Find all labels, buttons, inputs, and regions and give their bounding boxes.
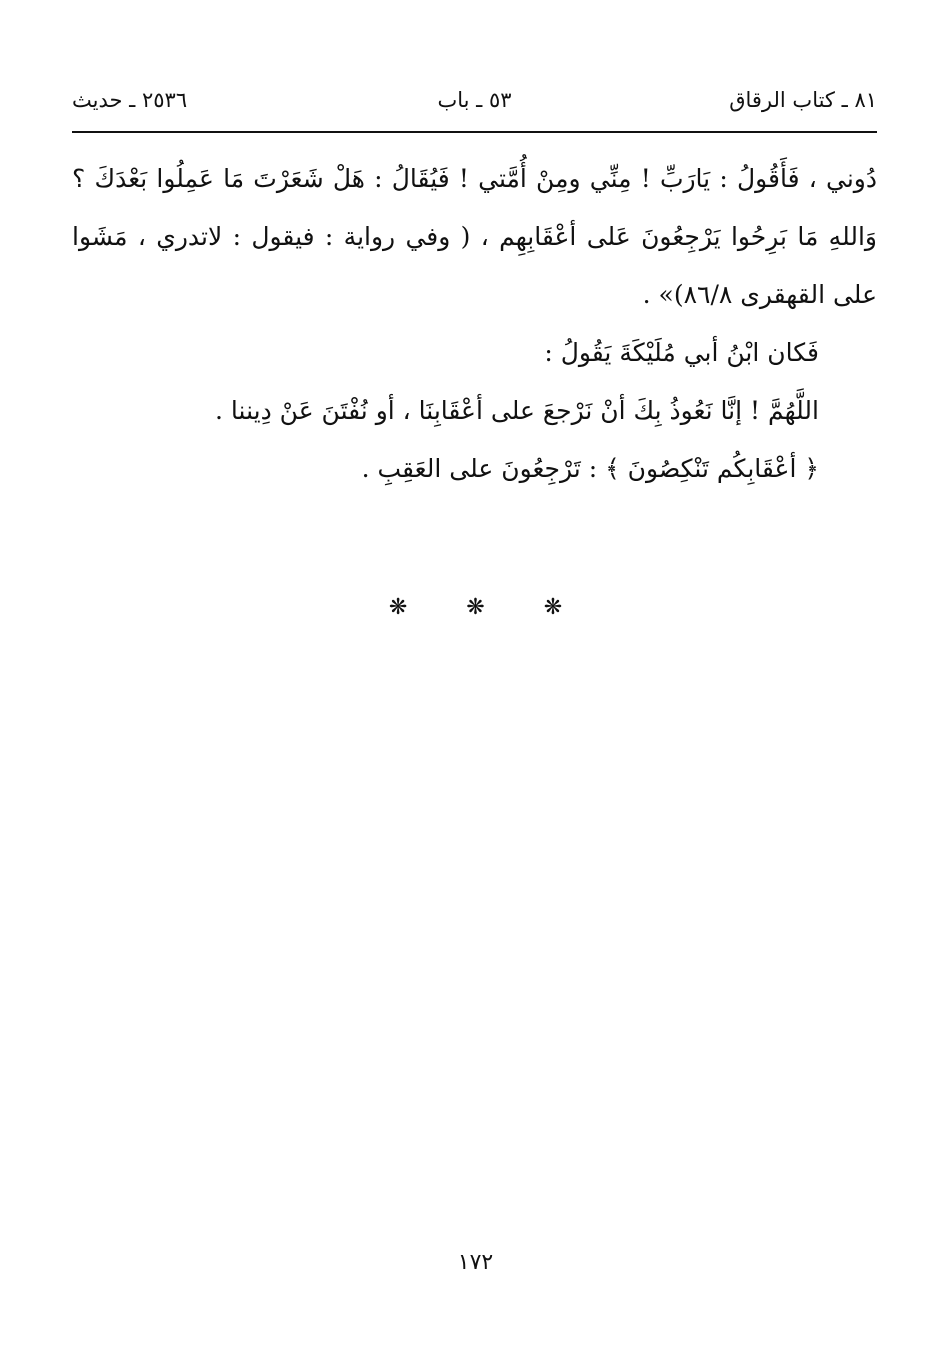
- supplication-line: اللَّهُمَّ ! إنَّا نَعُوذُ بِكَ أنْ نَرْجعَ على أعْقَابِنَا ، أو نُفْتَنَ عَنْ دِيننا .: [215, 396, 819, 425]
- page-number: ١٧٢: [457, 1250, 494, 1275]
- header-hadith-number: ٢٥٣٦ ـ حديث: [72, 88, 188, 112]
- separator-star-icon: ❋: [543, 595, 563, 620]
- narrator-line: فَكان ابْنُ أبي مُلَيْكَةَ يَقُولُ :: [544, 338, 819, 367]
- separator-star-icon: ❋: [388, 595, 408, 620]
- hadith-paragraph: دُوني ، فَأَقُولُ : يَارَبِّ ! مِنِّي ومِنْ أُمَّتي ! فَيُقَالُ : هَلْ شَعَرْتَ مَا عَمِلُوا بَعْدَكَ ؟ وَاللهِ مَا بَرِحُوا يَرْجِعُونَ عَلى أعْقَابِهِم ، ( وفي رواية : فيقول : لاتدري ، مَشَوا على القهقرى ٨٦/٨)» .: [72, 164, 877, 309]
- quran-gloss-line: ﴿ أعْقَابِكُم تَنْكِصُونَ ﴾ : تَرْجِعُونَ على العَقِبِ .: [361, 454, 819, 483]
- section-separator: [0, 595, 951, 620]
- header-section: ٥٣ ـ باب: [437, 88, 512, 112]
- main-text: [72, 150, 877, 498]
- running-header: [72, 84, 877, 124]
- header-divider: [72, 131, 877, 133]
- separator-star-icon: ❋: [466, 595, 485, 620]
- header-chapter: ٨١ ـ كتاب الرقاق: [729, 88, 877, 112]
